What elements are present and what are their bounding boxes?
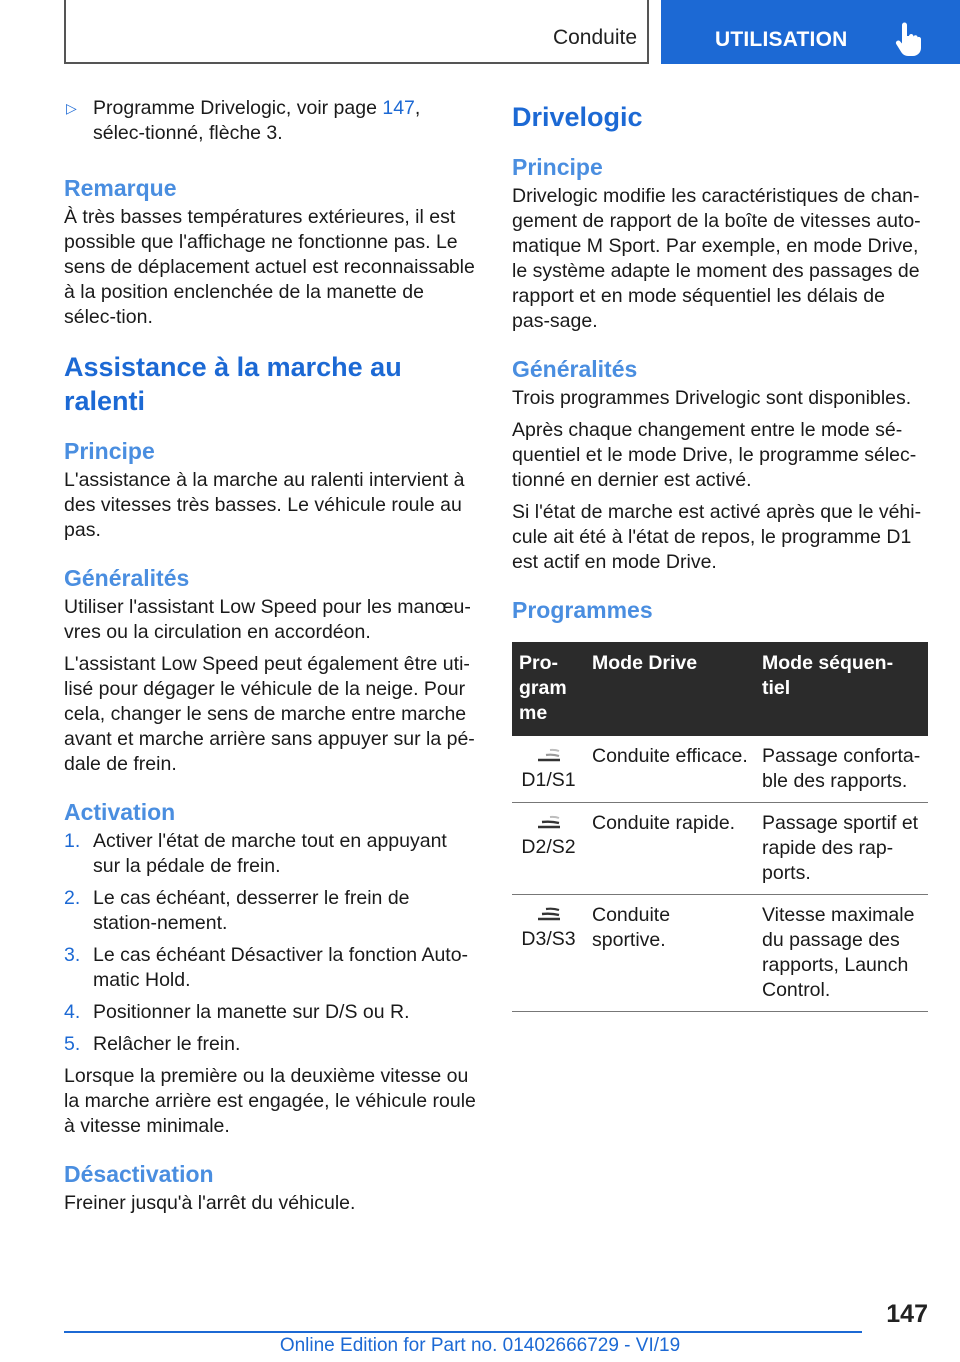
program-cell: D2/S2 [512,803,585,895]
arrow-bullet-icon: ▷ [66,100,77,116]
list-item: 5. Relâcher le frein. [64,1033,241,1055]
principe-heading: Principe [512,154,603,180]
generalites-paragraph-2: Après chaque changement entre le mode sé-quentiel et le mode Drive, le programme sélec-tionné en dernier est activé. [512,419,917,491]
list-item: 2. Le cas échéant, desserrer le frein de station-nement. [64,887,410,934]
page-link[interactable]: 147 [382,97,415,119]
program-cell: D1/S1 [512,736,585,803]
program-cell: D3/S3 [512,895,585,1012]
drivelogic-level-3-icon [537,905,561,923]
table-row [512,895,928,1012]
list-item: 1. Activer l'état de marche tout en appuyant sur la pédale de frein. [64,830,447,877]
header-section-box [64,0,649,64]
intro-reference: ▷ Programme Drivelogic, voir page 147, sélec-tionné, flèche 3. [66,97,421,144]
footer-divider [64,1331,862,1333]
left-column [64,96,476,1223]
activation-heading: Activation [64,799,176,825]
header-chapter-tab [661,0,960,64]
hand-pointer-icon [895,22,921,56]
sequential-cell: Vitesse maximale du passage des rapports, Launch Control. [755,895,928,1012]
programmes-heading: Programmes [512,597,653,623]
principe-text: Drivelogic modifie les caractéristiques de chan-gement de rapport de la boîte de vitesses auto-matique M Sport. Par exemple, en mode Drive, le système adapte le moment des passages de rapport et en mode séquentiel les délais de pas-sage. [512,185,921,332]
generalites-paragraph-1: Utiliser l'assistant Low Speed pour les manœu-vres ou la circulation en accordéon. [64,596,471,643]
programmes-table [512,642,928,1012]
assistance-heading: Assistance à la marche au ralenti [64,352,402,416]
sequential-cell: Passage conforta-ble des rapports. [755,736,928,803]
column-header-program: Pro-gram me [512,642,585,736]
list-item: 3. Le cas échéant Désactiver la fonction Auto-matic Hold. [64,944,469,991]
column-header-drive: Mode Drive [585,642,755,736]
generalites-heading: Généralités [512,356,638,382]
generalites-paragraph-2: L'assistant Low Speed peut également être uti-lisé pour dégager le véhicule de la neige. Pour cela, changer le sens de marche entre marche avant et marche arrière sans appuyer sur la pé-dale de frein. [64,653,475,775]
table-header-row [512,642,928,736]
header-chapter-title: UTILISATION [715,28,848,51]
drive-cell: Conduite rapide. [585,803,755,895]
column-header-sequential: Mode séquen-tiel [755,642,928,736]
activation-steps [64,829,476,1057]
footer-edition: Online Edition for Part no. 01402666729 - VI/19 [279,1335,681,1356]
drivelogic-heading: Drivelogic [512,102,643,132]
desactivation-text: Freiner jusqu'à l'arrêt du véhicule. [64,1192,356,1214]
generalites-heading: Généralités [64,565,190,591]
page-number: 147 [886,1300,928,1328]
remarque-heading: Remarque [64,175,177,201]
remarque-text: À très basses températures extérieures, il est possible que l'affichage ne fonctionne pas. Le sens de déplacement actuel est reconnaissable à la position enclenchée de la manette de sélec-tion. [64,206,475,328]
list-item: 4. Positionner la manette sur D/S ou R. [64,1001,410,1023]
principe-text: L'assistance à la marche au ralenti intervient à des vitesses très basses. Le véhicule roule au pas. [64,469,465,541]
generalites-paragraph-3: Si l'état de marche est activé après que le véhi-cule ait été à l'état de repos, le programme D1 est actif en mode Drive. [512,501,922,573]
desactivation-heading: Désactivation [64,1161,214,1187]
drivelogic-level-2-icon [537,813,561,831]
right-column [512,96,928,1012]
table-row [512,736,928,803]
generalites-paragraph-1: Trois programmes Drivelogic sont disponibles. [512,387,912,409]
activation-note: Lorsque la première ou la deuxième vitesse ou la marche arrière est engagée, le véhicule roule à vitesse minimale. [64,1065,476,1137]
header-section-title: Conduite [552,26,637,49]
table-row [512,803,928,895]
principe-heading: Principe [64,438,155,464]
sequential-cell: Passage sportif et rapide des rap-ports. [755,803,928,895]
drive-cell: Conduite sportive. [585,895,755,1012]
drive-cell: Conduite efficace. [585,736,755,803]
drivelogic-level-1-icon [537,746,561,764]
